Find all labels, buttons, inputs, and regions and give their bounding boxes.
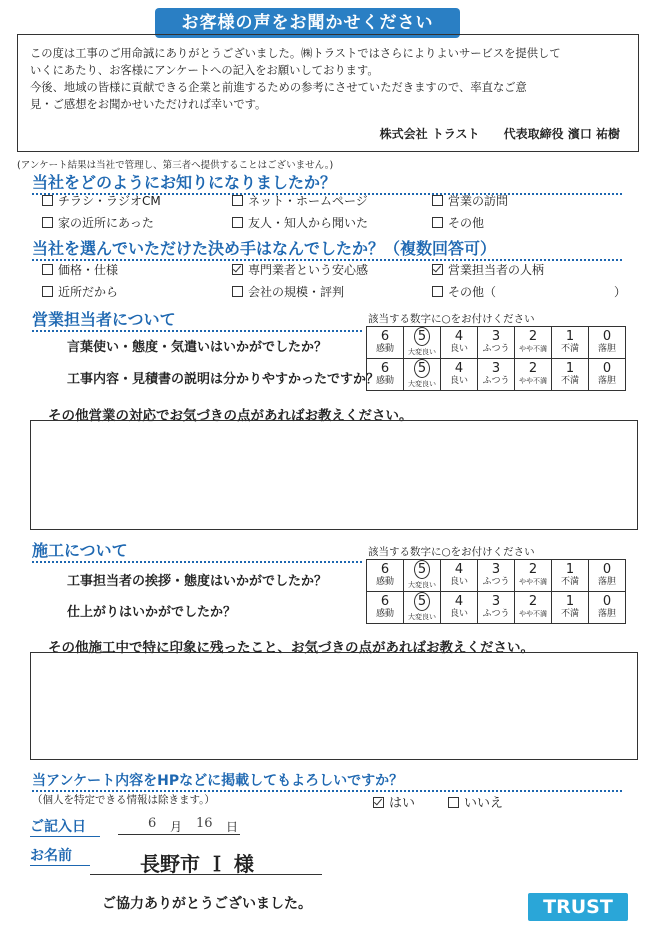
date-label: ご記入日: [30, 816, 100, 837]
rating-cell[interactable]: 2 やや不満: [515, 560, 552, 592]
survey-title: お客様の声をお聞かせください: [155, 8, 460, 38]
intro-line: いくにあたり、お客様にアンケートへの記入をお願いしております。: [30, 64, 379, 77]
q1-option[interactable]: チラシ・ラジオCM: [42, 192, 161, 209]
sales-other-prompt: その他営業の対応でお気づきの点があればお教えください。: [48, 408, 413, 424]
construction-comment-handwriting: [43, 661, 623, 753]
q1-other-handwriting: [488, 204, 638, 230]
intro-line: 今後、地域の皆様に貢献できる企業と前進するための参考にさせていただきますので、率直なご意: [30, 81, 527, 94]
rating-row: [367, 560, 626, 592]
rating-cell[interactable]: 4 良い: [441, 359, 478, 391]
checkbox-checked[interactable]: [432, 264, 443, 275]
month-value: 6: [148, 816, 157, 831]
rating-cell-selected[interactable]: 5 大変良い: [404, 560, 441, 592]
q2-option[interactable]: その他（: [432, 283, 496, 300]
rating-cell[interactable]: 3 ふつう: [478, 359, 515, 391]
q1-title: 当社をどのようにお知りになりましたか？: [32, 170, 622, 195]
q2-option[interactable]: 価格・仕様: [42, 261, 118, 278]
rating-cell[interactable]: 2 やや不満: [515, 327, 552, 359]
rating-row: [367, 592, 626, 624]
q1-option[interactable]: 家の近所にあった: [42, 214, 154, 231]
checkbox-checked[interactable]: [373, 797, 384, 808]
checkbox[interactable]: [42, 195, 53, 206]
rating-cell[interactable]: 6 感動: [367, 560, 404, 592]
rating-cell[interactable]: 1 不満: [552, 592, 589, 624]
sales-rating-table: [366, 326, 626, 391]
day-value: 16: [196, 816, 213, 831]
checkbox[interactable]: [42, 217, 53, 228]
q2-other-close: ）: [614, 285, 627, 299]
publish-no[interactable]: いいえ: [448, 792, 503, 811]
rating-cell[interactable]: 4 良い: [441, 560, 478, 592]
checkbox[interactable]: [432, 286, 443, 297]
checkbox[interactable]: [448, 797, 459, 808]
rating-cell[interactable]: 3 ふつう: [478, 592, 515, 624]
rating-cell[interactable]: 3 ふつう: [478, 560, 515, 592]
rating-cell[interactable]: 1 不満: [552, 359, 589, 391]
q1-option[interactable]: ネット・ホームページ: [232, 192, 368, 209]
rating-cell-selected[interactable]: 5 大変良い: [404, 592, 441, 624]
sales-question: 工事内容・見積書の説明は分かりやすかったですか？: [67, 372, 380, 387]
trust-logo: TRUST: [528, 893, 628, 921]
name-label: お名前: [30, 845, 90, 866]
rating-cell[interactable]: 6 感動: [367, 327, 404, 359]
rating-cell[interactable]: 0 落胆: [589, 327, 626, 359]
rating-cell[interactable]: 4 良い: [441, 592, 478, 624]
name-value: 長野市 Ｉ 様: [140, 852, 254, 876]
rating-cell[interactable]: 0 落胆: [589, 359, 626, 391]
sales-title: 営業担当者について: [32, 307, 362, 332]
date-field[interactable]: [118, 816, 240, 835]
rating-row: [367, 359, 626, 391]
publish-note: （個人を特定できる情報は除きます。）: [32, 794, 215, 806]
rating-cell-selected[interactable]: 5 大変良い: [404, 359, 441, 391]
construction-rating-table: [366, 559, 626, 624]
checkbox[interactable]: [232, 286, 243, 297]
construction-title: 施工について: [32, 538, 362, 563]
scale-header: 該当する数字に○をお付けください: [368, 546, 535, 558]
q2-option[interactable]: 営業担当者の人柄: [432, 261, 544, 278]
intro-line: 見・ご感想をお聞かせいただければ幸いです。: [30, 98, 267, 111]
rating-cell-selected[interactable]: 5 大変良い: [404, 327, 441, 359]
rating-cell[interactable]: 3 ふつう: [478, 327, 515, 359]
q2-option[interactable]: 会社の規模・評判: [232, 283, 344, 300]
checkbox[interactable]: [232, 195, 243, 206]
sales-comment-handwriting: [43, 429, 623, 523]
intro-box: [17, 34, 639, 152]
checkbox[interactable]: [42, 286, 53, 297]
rating-cell[interactable]: 1 不満: [552, 560, 589, 592]
checkbox[interactable]: [432, 217, 443, 228]
publish-question: 当アンケート内容をHPなどに掲載してもよろしいですか？: [32, 770, 622, 792]
representative-name: 代表取締役 濱口 祐樹: [503, 127, 620, 141]
rating-cell[interactable]: 0 落胆: [589, 592, 626, 624]
day-label: 日: [226, 820, 239, 834]
checkbox[interactable]: [232, 217, 243, 228]
thanks-message: ご協力ありがとうございました。: [102, 896, 312, 912]
q2-title: 当社を選んでいただけた決め手はなんでしたか？（複数回答可）: [32, 236, 622, 261]
scale-header: 該当する数字に○をお付けください: [368, 313, 535, 325]
rating-cell[interactable]: 2 やや不満: [515, 359, 552, 391]
privacy-note: (アンケート結果は当社で管理し、第三者へ提供することはございません。): [17, 160, 334, 171]
q1-option[interactable]: 営業の訪問: [432, 192, 508, 209]
rating-cell[interactable]: 4 良い: [441, 327, 478, 359]
sales-comment-box[interactable]: [30, 420, 638, 530]
q2-option[interactable]: 専門業者という安心感: [232, 261, 368, 278]
q1-option[interactable]: 友人・知人から聞いた: [232, 214, 368, 231]
checkbox[interactable]: [42, 264, 53, 275]
intro-line: この度は工事のご用命誠にありがとうございました。㈱トラストではさらによりよいサービスを提供して: [30, 47, 561, 60]
publish-condition-handwriting: [342, 820, 582, 860]
rating-cell[interactable]: 6 感動: [367, 359, 404, 391]
name-field[interactable]: [90, 848, 322, 875]
construction-other-prompt: その他施工中で特に印象に残ったこと、お気づきの点があればお教えください。: [48, 640, 534, 656]
rating-cell[interactable]: 1 不満: [552, 327, 589, 359]
company-name: 株式会社 トラスト: [379, 127, 480, 141]
rating-cell[interactable]: 0 落胆: [589, 560, 626, 592]
construction-question: 工事担当者の挨拶・態度はいかがでしたか？: [67, 574, 328, 589]
checkbox-checked[interactable]: [232, 264, 243, 275]
construction-question: 仕上がりはいかがでしたか？: [67, 605, 237, 620]
q2-option[interactable]: 近所だから: [42, 283, 118, 300]
rating-cell[interactable]: 2 やや不満: [515, 592, 552, 624]
rating-row: [367, 327, 626, 359]
publish-yes[interactable]: はい: [373, 792, 415, 811]
month-label: 月: [170, 820, 183, 834]
construction-comment-box[interactable]: [30, 652, 638, 760]
sales-question: 言葉使い・態度・気遣いはいかがでしたか？: [67, 340, 328, 355]
signature: [360, 126, 620, 143]
checkbox[interactable]: [432, 195, 443, 206]
rating-cell[interactable]: 6 感動: [367, 592, 404, 624]
q1-option[interactable]: その他: [432, 214, 484, 231]
